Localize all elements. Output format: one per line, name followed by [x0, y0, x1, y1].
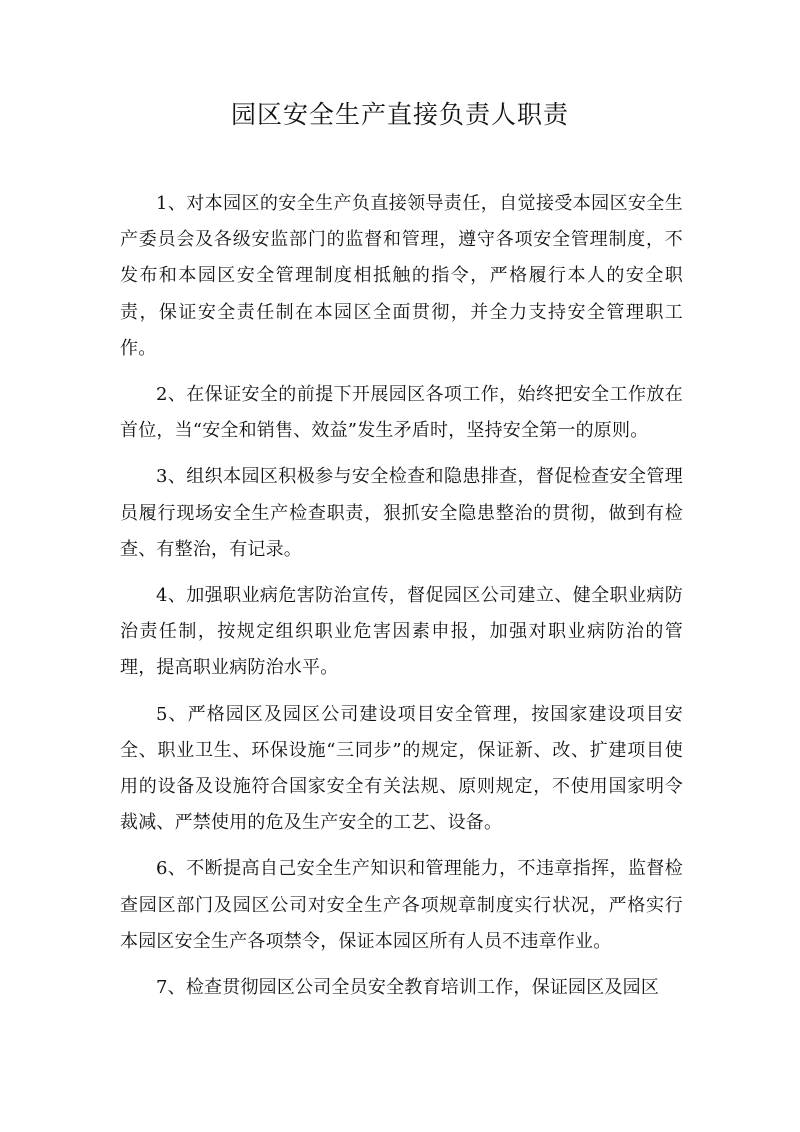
- paragraph-4: 4、加强职业病危害防治宣传，督促园区公司建立、健全职业病防治责任制，按规定组织职业危害因素申报，加强对职业病防治的管理，提高职业病防治水平。: [120, 585, 683, 679]
- paragraph-1: 1、对本园区的安全生产负直接领导责任，自觉接受本园区安全生产委员会及各级安监部门的监督和管理，遵守各项安全管理制度，不发布和本园区安全管理制度相抵触的指令，严格履行本人的安全职责，保证安全责任制在本园区全面贯彻，并全力支持安全管理职工作。: [120, 193, 683, 359]
- paragraph-6: 6、不断提高自己安全生产知识和管理能力，不违章指挥，监督检查园区部门及园区公司对安全生产各项规章制度实行状况，严格实行本园区安全生产各项禁令，保证本园区所有人员不违章作业。: [120, 858, 683, 952]
- paragraph-7: 7、检查贯彻园区公司全员安全教育培训工作，保证园区及园区: [156, 977, 660, 999]
- document-body: [120, 186, 683, 1016]
- paragraph-2: 2、在保证安全的前提下开展园区各项工作，始终把安全工作放在首位，当“安全和销售、效益”发生矛盾时，坚持安全第一的原则。: [120, 384, 683, 442]
- paragraph-3: 3、组织本园区积极参与安全检查和隐患排查，督促检查安全管理员履行现场安全生产检查职责，狠抓安全隐患整治的贯彻，做到有检查、有整治，有记录。: [120, 466, 683, 560]
- document-title: 园区安全生产直接负责人职责: [230, 100, 569, 129]
- paragraph-5: 5、严格园区及园区公司建设项目安全管理，按国家建设项目安全、职业卫生、环保设施“三同步”的规定，保证新、改、扩建项目使用的设备及设施符合国家安全有关法规、原则规定，不使用国家明令裁减、严禁使用的危及生产安全的工艺、设备。: [120, 703, 683, 834]
